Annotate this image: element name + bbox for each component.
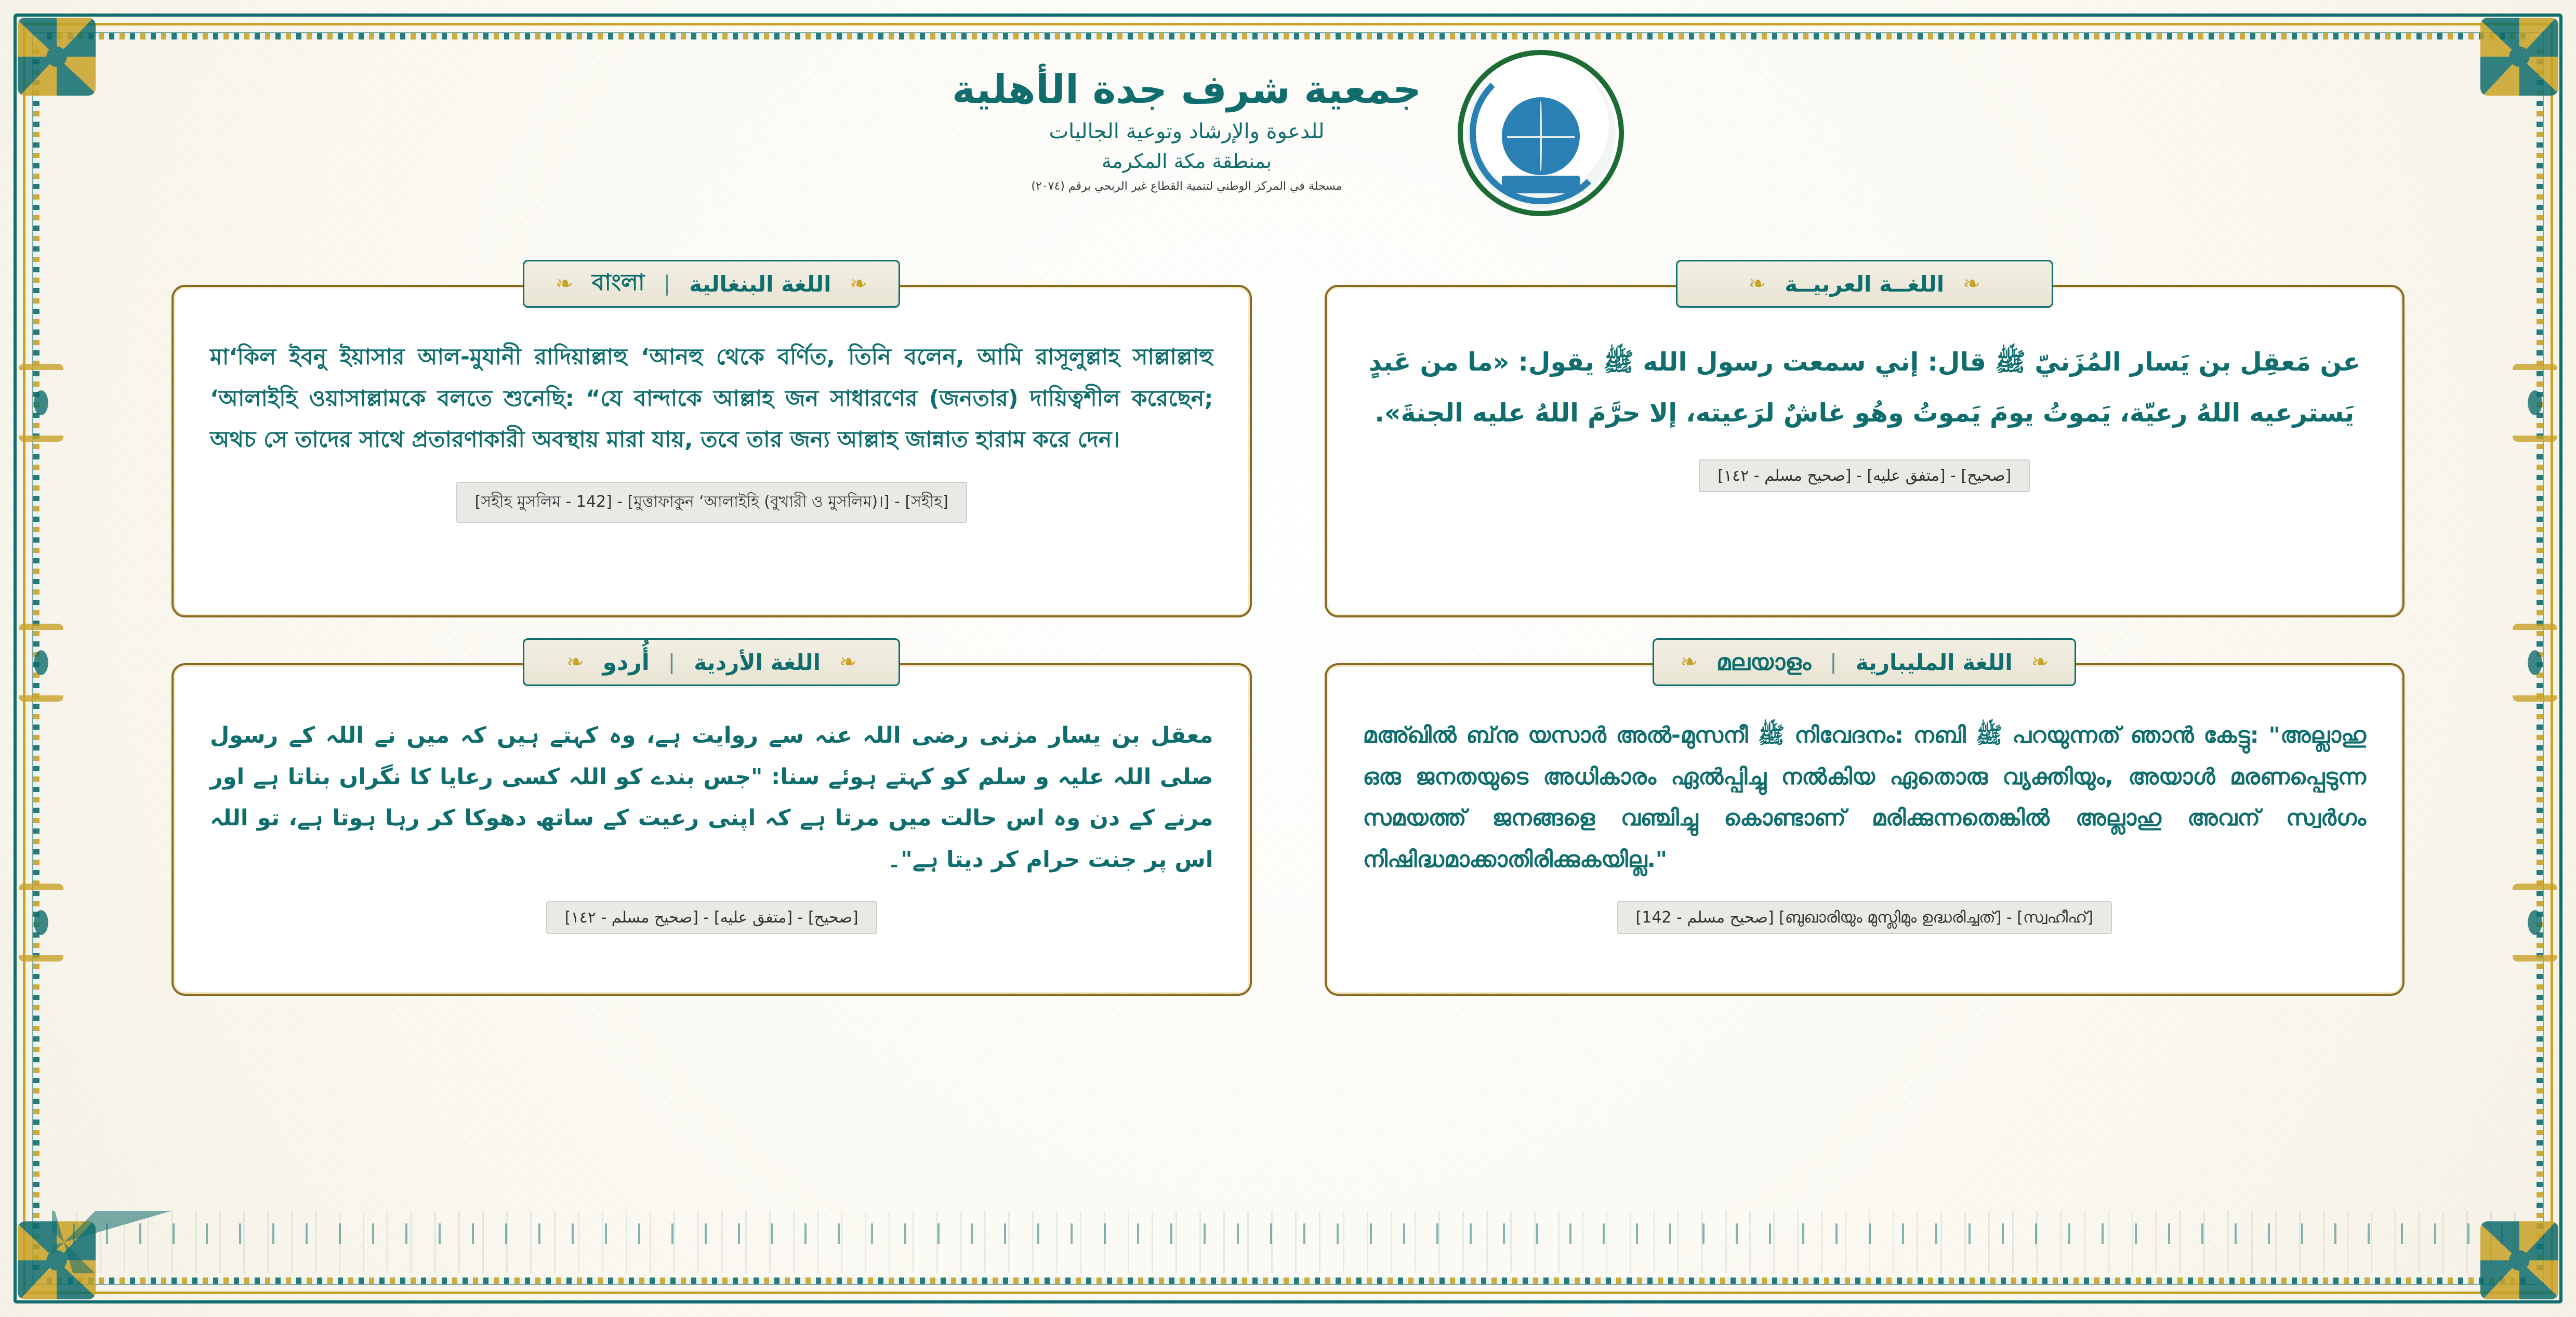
hadith-cards-grid bbox=[171, 260, 2405, 996]
tab-ornament-right-icon: ❧ bbox=[839, 650, 857, 674]
card-bengali bbox=[171, 260, 1252, 617]
card-arabic-reference-text: [صحيح] - [متفق عليه] - [صحيح مسلم - ١٤٢] bbox=[1699, 459, 2030, 492]
bottom-border-pattern bbox=[47, 1278, 2529, 1284]
card-malayalam bbox=[1325, 638, 2405, 996]
bottom-lace-ornament bbox=[52, 1211, 2524, 1273]
card-malayalam-text: മഅ്ഖിൽ ബ്‌നു യസാർ അൽ-മുസനീ ﷺ നിവേദനം: നബി ﷺ പറയുന്നത് ഞാൻ കേട്ടു: "അല്ലാഹു ഒരു ജനതയുടെ അധികാരം ഏൽപ്പിച്ചു നൽകിയ ഏതൊരു വ്യക്തിയും, അയാൾ മരണപ്പെടുന്ന സമയത്ത് ജനങ്ങളെ വഞ്ചിച്ചു കൊണ്ടാണ് മരിക്കുന്നതെങ്കിൽ അല്ലാഹു അവന് സ്വർഗം നിഷിദ്ധമാക്കാതിരിക്കുകയില്ല." bbox=[1363, 722, 2366, 873]
card-malayalam-lang-arabic: اللغة المليبارية bbox=[1855, 649, 2013, 675]
card-bengali-body bbox=[171, 285, 1252, 617]
card-bengali-reference-text: [সহীহ] - [মুত্তাফাকুন ‘আলাইহি (বুখারী ও মুসলিম)।] - [সহীহ মুসলিম - 142] bbox=[456, 482, 967, 523]
card-bengali-lang-arabic: اللغة البنغالية bbox=[689, 271, 831, 297]
tab-ornament-right-icon: ❧ bbox=[1963, 272, 1980, 296]
card-malayalam-body bbox=[1325, 663, 2405, 996]
card-malayalam-reference bbox=[1363, 901, 2367, 934]
card-arabic-reference bbox=[1363, 459, 2367, 492]
card-urdu-lang-native: أُردو bbox=[602, 649, 650, 676]
card-arabic-lang-arabic: اللغــة العربيــة bbox=[1785, 271, 1945, 297]
card-bengali-separator: | bbox=[663, 272, 671, 296]
side-ornament-left-3 bbox=[19, 884, 63, 962]
card-urdu-reference-text: [صحيح] - [متفق عليه] - [صحيح مسلم - ١٤٢] bbox=[546, 901, 877, 934]
org-registration-note: مسجلة في المركز الوطني لتنمية القطاع غير الربحي برقم (٢٠٧٤) bbox=[1031, 179, 1342, 193]
tab-ornament-right-icon: ❧ bbox=[850, 272, 868, 296]
org-title: جمعية شرف جدة الأهلية bbox=[952, 66, 1421, 112]
org-subtitle-1: للدعوة والإرشاد وتوعية الجاليات bbox=[1049, 119, 1325, 143]
tab-ornament-left-icon: ❧ bbox=[1748, 272, 1766, 296]
card-arabic-tab bbox=[1676, 260, 2053, 308]
tab-ornament-left-icon: ❧ bbox=[1680, 650, 1698, 674]
side-ornament-right-1 bbox=[2513, 364, 2557, 442]
card-bengali-reference bbox=[210, 482, 1213, 523]
card-bengali-text: মা‘কিল ইবনু ইয়াসার আল-মুযানী রাদিয়াল্লাহু ‘আনহু থেকে বর্ণিত, তিনি বলেন, আমি রাসূলুল্লাহ সাল্লাল্লাহু ‘আলাইহি ওয়াসাল্লামকে বলতে শুনেছি: “যে বান্দাকে আল্লাহ জন সাধারণের (জনতার) দায়িত্বশীল করেছেন; অথচ সে তাদের সাথে প্রতারণাকারী অবস্থায় মারা যায়, তবে তার জন্য আল্লাহ জান্নাত হারাম করে দেন। bbox=[210, 344, 1213, 453]
card-urdu-lang-arabic: اللغة الأردية bbox=[694, 649, 821, 675]
card-arabic bbox=[1325, 260, 2405, 617]
card-malayalam-tab bbox=[1653, 638, 2076, 686]
card-arabic-body bbox=[1325, 285, 2405, 617]
tab-ornament-right-icon: ❧ bbox=[2031, 650, 2049, 674]
card-urdu-separator: | bbox=[668, 650, 676, 674]
globe-icon bbox=[1502, 97, 1580, 175]
card-urdu bbox=[171, 638, 1252, 996]
card-arabic-text: عن مَعقِل بن يَسار المُزَنيّ ﷺ قال: إني سمعت رسول الله ﷺ يقول: «ما من عَبدٍ يَسترعيه اللهُ رعيّة، يَموتُ يومَ يَموتُ وهُو غاشٌ لرَعيته، إلا حرَّمَ اللهُ عليه الجنةَ». bbox=[1368, 347, 2360, 428]
side-ornament-right-2 bbox=[2513, 624, 2557, 702]
side-ornament-left-1 bbox=[19, 364, 63, 442]
organization-titles bbox=[952, 36, 1421, 193]
side-ornament-left-2 bbox=[19, 624, 63, 702]
poster-header bbox=[0, 36, 2576, 260]
book-icon bbox=[1502, 176, 1580, 193]
card-bengali-tab bbox=[523, 260, 900, 308]
card-malayalam-lang-native: മലയാളം bbox=[1716, 649, 1812, 676]
association-logo-icon bbox=[1458, 50, 1624, 216]
tab-ornament-left-icon: ❧ bbox=[556, 272, 573, 296]
card-malayalam-separator: | bbox=[1830, 650, 1837, 674]
card-urdu-body bbox=[171, 663, 1252, 996]
card-malayalam-reference-text: [സ്വഹീഹ്] - [ബുഖാരിയും മുസ്ലിമും ഉദ്ധരിച്ചത്] [صحيح مسلم - 142] bbox=[1617, 901, 2112, 934]
side-ornament-right-3 bbox=[2513, 884, 2557, 962]
card-bengali-lang-native: বাংলা bbox=[591, 269, 645, 296]
card-urdu-tab bbox=[523, 638, 900, 686]
tab-ornament-left-icon: ❧ bbox=[566, 650, 584, 674]
org-subtitle-2: بمنطقة مكة المكرمة bbox=[1101, 149, 1272, 173]
card-urdu-reference bbox=[210, 901, 1213, 934]
card-urdu-text: معقل بن یسار مزنی رضی اللہ عنہ سے روایت ہے، وہ کہتے ہیں کہ میں نے اللہ کے رسول صلی اللہ علیہ و سلم کو کہتے ہوئے سنا: "جس بندے کو اللہ کسی رعایا کا نگراں بناتا ہے اور مرنے کے دن وہ اس حالت میں مرتا ہے کہ اپنی رعیت کے ساتھ دھوکا کر رہا ہوتا ہے، تو اللہ اس پر جنت حرام کر دیتا ہے"۔ bbox=[210, 722, 1213, 873]
